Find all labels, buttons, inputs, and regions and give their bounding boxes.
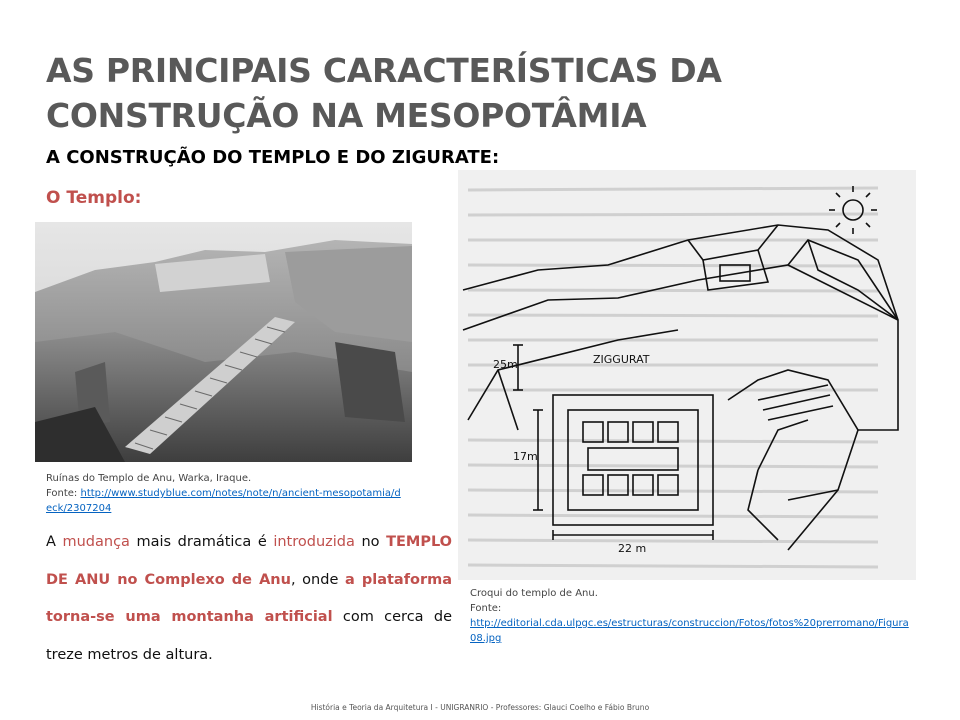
photo-source-link[interactable]: http://www.studyblue.com/notes/note/n/ancient-mesopotamia/deck/2307204 [46, 488, 401, 514]
para-text-7: , onde [290, 571, 345, 588]
para-highlight-mudanca: mudança [62, 534, 130, 550]
body-paragraph [46, 524, 452, 674]
slide-title [46, 48, 926, 138]
section-heading: O Templo: [46, 188, 142, 208]
photo-source [46, 486, 406, 516]
sketch-caption [470, 586, 910, 646]
temple-sketch [458, 170, 916, 580]
sketch-label-side-width: 17m [513, 450, 538, 463]
temple-ruins-photo [35, 222, 412, 462]
para-highlight-templo: TEMPLO DE ANU no Complexo de Anu [46, 534, 452, 588]
slide-footer: História e Teoria da Arquitetura I - UNIGRANRIO - Professores: Glauci Coelho e Fábio Bruno [310, 703, 650, 712]
photo-source-prefix: Fonte: [46, 488, 81, 499]
sketch-source-prefix: Fonte: [470, 603, 502, 614]
para-text-1: A [46, 534, 63, 550]
photo-caption [46, 471, 406, 516]
para-text-3: mais dramática é [129, 534, 274, 550]
temple-sketch-image [458, 170, 916, 580]
sketch-caption-text: Croqui do templo de Anu. [470, 588, 598, 599]
slide-title-line1: AS PRINCIPAIS CARACTERÍSTICAS DA [46, 51, 722, 90]
sketch-source-link[interactable]: http://editorial.cda.ulpgc.es/estructuras/construccion/Fotos/fotos%20prerromano/Figura08.jpg [470, 618, 909, 644]
para-highlight-plataforma: a plataforma torna-se uma montanha artificial [46, 571, 453, 625]
sketch-label-bottom-width: 22 m [618, 542, 647, 555]
slide-title-line2: CONSTRUÇÃO NA MESOPOTÂMIA [46, 96, 647, 135]
para-text-9: com cerca de treze metros de altura. [46, 609, 452, 663]
photo-caption-text: Ruínas do Templo de Anu, Warka, Iraque. [46, 473, 252, 484]
temple-ruins-image [35, 222, 412, 462]
sketch-label-height: 25m [493, 358, 518, 371]
para-text-5: no [354, 534, 387, 550]
para-highlight-introduzida: introduzida [273, 534, 355, 550]
slide-subtitle: A CONSTRUÇÃO DO TEMPLO E DO ZIGURATE: [46, 147, 500, 168]
sketch-label-ziggurat: ZIGGURAT [593, 353, 650, 366]
